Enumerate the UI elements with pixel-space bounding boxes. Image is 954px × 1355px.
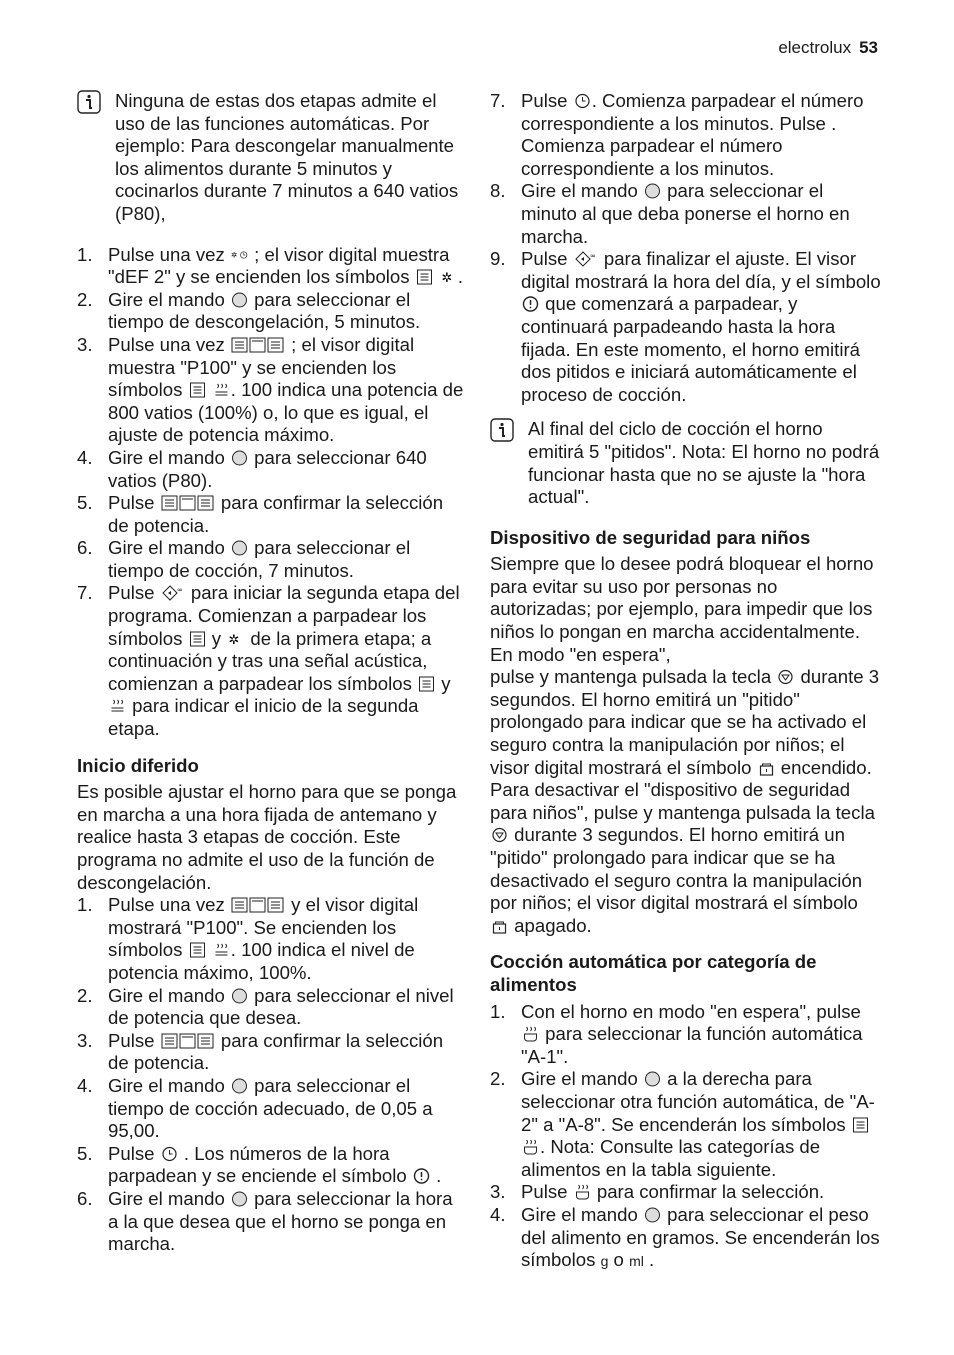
list-item: 2. Gire el mando para seleccionar el nivel de potencia que desea.: [77, 984, 454, 1029]
right-column: [490, 90, 882, 1273]
list-item: 3. Pulse una vez ; el visor digital muestra "P100" y se encienden los símbolos . 100 indica una potencia de 800 vatios (100%) o, lo que es igual, el ajuste de potencia máximo.: [77, 333, 464, 446]
section-title: Cocción automática por categoría de alimentos: [490, 951, 817, 995]
knob-icon: [231, 292, 248, 308]
stop-icon: [491, 827, 508, 843]
knob-icon: [644, 1207, 661, 1223]
cooking-icon: [109, 698, 126, 714]
alarm-clock-icon: [522, 296, 539, 312]
power-icon: [416, 269, 433, 285]
list-item: 3. Pulse para confirmar la selección de potencia.: [77, 1029, 444, 1074]
alarm-clock-icon: [413, 1168, 430, 1184]
child-lock-icon: [491, 918, 508, 934]
clock-icon: [161, 1146, 178, 1162]
gram-symbol: g: [600, 1253, 609, 1270]
clock-icon: [574, 93, 591, 109]
power-icon: [189, 942, 206, 958]
note-text: Al final del ciclo de cocción el horno emitirá 5 "pitidos". Nota: El horno no podrá funcionar hasta que no se ajuste la "hora actual".: [528, 418, 880, 508]
svg-text:✲: ✲: [230, 250, 238, 260]
cooking-icon: [213, 382, 230, 398]
svg-text:✲: ✲: [441, 271, 453, 286]
ml-symbol: ml: [629, 1253, 644, 1270]
start-icon: [161, 585, 185, 601]
list-item: 9. Pulse ∞ para finalizar el ajuste. El visor digital mostrará la hora del día, y el símbolo que comenzará a parpadear, y continuará parpadeando hasta la hora fijada. En este momento, el horno emitirá dos pitidos e iniciará automáticamente el proceso de cocción.: [490, 248, 881, 405]
page-header: [778, 38, 878, 58]
list-item: 7. Pulse ∞ para iniciar la segunda etapa del programa. Comienzan a parpadear los símbolos y ✲ de la primera etapa; a continuación y tras una señal acústica, comienzan a parpadear los símbolos y para indicar el inicio de la segunda etapa.: [77, 582, 460, 740]
info-icon: [77, 90, 101, 114]
delayed-start-steps: [77, 894, 467, 1256]
knob-icon: [231, 540, 248, 556]
left-column: [77, 90, 467, 1256]
list-item: 6. Gire el mando para seleccionar el tiempo de cocción, 7 minutos.: [77, 537, 411, 581]
info-icon: [490, 418, 514, 442]
power-grill-combi-icon: [161, 1033, 215, 1049]
svg-text:∞: ∞: [589, 252, 596, 261]
svg-text:✲: ✲: [228, 632, 240, 647]
paragraph: Siempre que lo desee podrá bloquear el horno para evitar su uso por personas no autorizadas; por ejemplo, para impedir que los niños lo pongan en marcha accidentalmente. En modo "en espera",: [490, 553, 874, 665]
knob-icon: [644, 1071, 661, 1087]
list-item: 5. Pulse . Los números de la hora parpadean y se enciende el símbolo .: [77, 1142, 442, 1187]
info-note: [490, 418, 882, 508]
knob-icon: [231, 988, 248, 1004]
knob-icon: [231, 1078, 248, 1094]
list-item: 2. Gire el mando a la derecha para seleccionar otra función automática, de "A-2" a "A-8". Se encenderán los símbolos . Nota: Consulte las categorías de alimentos en la tabla siguiente.: [490, 1068, 875, 1180]
power-icon: [852, 1117, 869, 1133]
cooking-icon: [213, 942, 230, 958]
defrost-icon: [227, 631, 244, 647]
list-item: 1. Pulse una vez y el visor digital mostrará "P100". Se encienden los símbolos . 100 indica el nivel de potencia máximo, 100%.: [77, 894, 419, 983]
list-item: 1. Pulse una vez ✲ ; el visor digital muestra "dEF 2" y se encienden los símbolos ✲ .: [77, 243, 464, 288]
defrost-clock-icon: [231, 247, 248, 263]
list-item: 2. Gire el mando para seleccionar el tiempo de descongelación, 5 minutos.: [77, 288, 421, 333]
auto-cooking-steps: [490, 1001, 882, 1273]
power-grill-combi-icon: [231, 337, 285, 353]
list-item: 4. Gire el mando para seleccionar 640 vatios (P80).: [77, 446, 427, 491]
list-item: 4. Gire el mando para seleccionar el peso del alimento en gramos. Se encenderán los símbolos g o ml .: [490, 1203, 880, 1271]
section-intro: Es posible ajustar el horno para que se ponga en marcha a una hora fijada de antemano y realice hasta 3 etapas de cocción. Este programa no admite el uso de la función de descongelación.: [77, 781, 457, 893]
defrost-icon: [440, 269, 457, 285]
power-icon: [189, 631, 206, 647]
section-title: Dispositivo de seguridad para niños: [490, 526, 811, 548]
section-title: Inicio diferido: [77, 754, 199, 776]
stop-icon: [777, 669, 794, 685]
info-note: [77, 90, 467, 226]
auto-cook-icon: [522, 1026, 539, 1042]
power-icon: [418, 676, 435, 692]
list-item: 6. Gire el mando para seleccionar la hora a la que desea que el horno se ponga en marcha.: [77, 1187, 453, 1255]
power-grill-combi-icon: [161, 495, 215, 511]
list-item: 8. Gire el mando para seleccionar el minuto al que deba ponerse el horno en marcha.: [490, 180, 850, 247]
list-item: 7. Pulse . Comienza parpadear el número correspondiente a los minutos. Pulse . Comienza parpadear el número correspondiente a los minutos.: [490, 90, 864, 179]
delayed-start-steps-cont: [490, 90, 882, 406]
knob-icon: [644, 183, 661, 199]
list-item: 3. Pulse para confirmar la selección.: [490, 1181, 825, 1203]
start-icon: [574, 251, 598, 267]
svg-text:∞: ∞: [176, 586, 183, 595]
knob-icon: [231, 1191, 248, 1207]
child-lock-icon: [758, 760, 775, 776]
page-number: 53: [859, 38, 878, 57]
note-text: Ninguna de estas dos etapas admite el uso de las funciones automáticas. Por ejemplo: Para descongelar manualmente los alimentos durante 5 minutos y cocinarlos durante 7 minutos a 640 vatios (P80),: [115, 90, 459, 224]
list-item: 5. Pulse para confirmar la selección de potencia.: [77, 492, 444, 536]
power-icon: [189, 382, 206, 398]
knob-icon: [231, 450, 248, 466]
auto-cook-icon: [574, 1184, 591, 1200]
defrost-steps: [77, 244, 467, 741]
paragraph: pulse y mantenga pulsada la tecla durante 3 segundos. El horno emitirá un "pitido" prolongado para indicar que se ha activado el seguro contra la manipulación por niños; el visor digital mostrará el símbolo encendido.: [490, 666, 880, 778]
paragraph: Para desactivar el "dispositivo de seguridad para niños", pulse y mantenga pulsada la tecla durante 3 segundos. El horno emitirá un "pitido" prolongado para indicar que se ha desactivado el seguro contra la manipulación por niños; el visor digital mostrará el símbolo apagado.: [490, 779, 875, 936]
list-item: 1. Con el horno en modo "en espera", pulse para seleccionar la función automática "A-1".: [490, 1000, 863, 1067]
power-grill-combi-icon: [231, 897, 285, 913]
list-item: 4. Gire el mando para seleccionar el tiempo de cocción adecuado, de 0,05 a 95,00.: [77, 1074, 433, 1142]
auto-cook-icon: [522, 1139, 539, 1155]
brand-name: electrolux: [778, 38, 852, 57]
